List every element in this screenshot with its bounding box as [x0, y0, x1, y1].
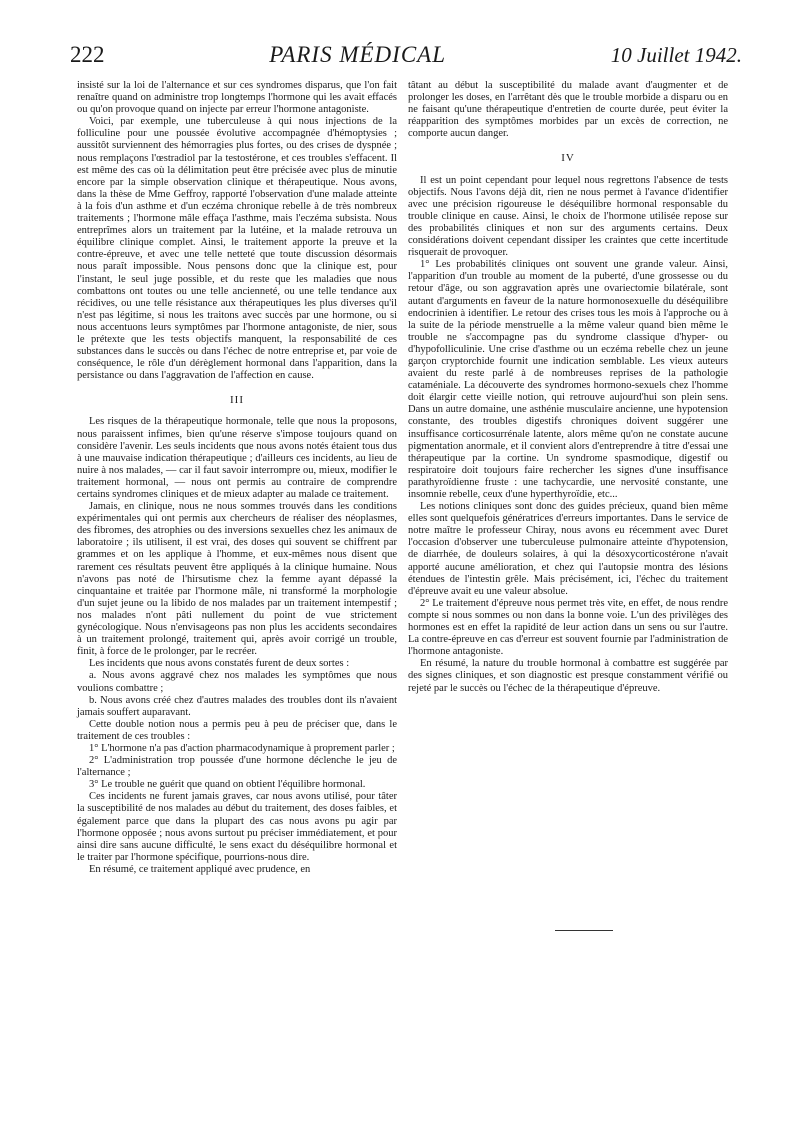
paragraph: Les risques de la thérapeutique hormonale, telle que nous la proposons, nous paraissent infimes, bien qu'une réserve s'impose toujours quand on considère l'avenir. Les seuls incidents que nous avons notés étaient tous dus à une mauvaise indication thérapeutique ; d'ailleurs ces incidents, au lieu de nuire à nos malades, — car il faut savoir interrompre ou, mieux, modifier le traitement hormonal, — nous ont permis au contraire de comprendre certains syndromes cliniques et de mieux adapter au malade ce traitement.	[77, 416, 397, 500]
paragraph: En résumé, ce traitement appliqué avec prudence, en	[89, 863, 311, 875]
end-rule	[555, 930, 613, 931]
paragraph: Les notions cliniques sont donc des guides précieux, quand bien même elles sont quelquefois génératrices d'erreurs importantes. Dans le service de notre maître le professeur Chiray, nous avons eu récemment avec Duret l'occasion d'observer une tuberculeuse pulmonaire atteinte d'hypotension, de diarrhée, de douleurs solaires, à qui la désoxycorticostérone n'avait apporté aucune amélioration, et chez qui l'autopsie montra des lésions étendues de l'intestin grêle. Mais précisément, ici, l'échec du traitement d'épreuve avait eu une valeur absolue.	[408, 501, 728, 597]
paragraph: Cette double notion nous a permis peu à peu de préciser que, dans le traitement de ces troubles :	[77, 718, 397, 742]
paragraph: Les incidents que nous avons constatés furent de deux sortes :	[89, 658, 350, 670]
paragraph: insisté sur la loi de l'alternance et sur ces syndromes disparus, que l'on fait renaître quand on administre trop longtemps l'hormone qui les avait effacés ou qu'on provoque quand on injecte par erreur l'hormone antagoniste.	[77, 80, 397, 116]
paragraph: Voici, par exemple, une tuberculeuse à qui nous injections de la folliculine pour une poussée évolutive accompagnée d'hémoptysies ; aussitôt surviennent des hémorragies plus fortes, ou des crises de dyspnée ; nous remplaçons l'œstradiol par la testostérone, et ces troubles s'effacent. Il est même des cas où la délimitation peut être précisée avec plus de minutie encore par la simple observation clinique et thérapeutique. Nous avons, dans la thèse de Mme Geffroy, rapporté l'observation d'une malade atteinte à la fois d'un asthme et d'un eczéma chronique rebelle à de très nombreux traitements ; l'hormone mâle effaça l'asthme, mais l'eczéma subsista. Nous entreprîmes alors un traitement par la lutéine, et la malade retrouva un équilibre clinique complet. Ainsi, le traitement apporte la preuve et la contre-épreuve, et avec une telle netteté que toute discussion désormais nous paraît impossible. Nous pensons donc que la clinique est, pour l'instant, le seul juge possible, et du reste que les maladies que nous combattons ont toutes ou une telle ancienneté, ou une telle tendance aux récidives, ou une telle résistance aux thérapeutiques les plus diverses qu'il n'est pas légitime, si nous les traitons avec succès par une hormone, ou si nous accentuons leurs symptômes par l'hormone antagoniste, de nier, sous le prétexte que les tests objectifs manquent, la responsabilité de ces substances dans le succès ou dans l'échec de notre entreprise et, par voie de conséquence, le rôle d'un dérèglement hormonal dans l'apparition, dans la persistance ou dans l'aggravation de l'affection en cause.	[77, 116, 397, 382]
list-item: a. Nous avons aggravé chez nos malades les symptômes que nous voulions combattre ;	[77, 670, 397, 694]
list-item: 3° Le trouble ne guérit que quand on obtient l'équilibre hormonal.	[89, 779, 366, 791]
left-column	[77, 80, 397, 876]
page-number: 222	[70, 42, 105, 67]
section-heading: IV	[561, 152, 575, 165]
paragraph: tâtant au début la susceptibilité du malade avant d'augmenter et de prolonger les doses, en l'arrêtant dès que le trouble morbide a disparu ou en ne faisant qu'une thérapeutique d'entretien de courte durée, peut éviter la réapparition des symptômes morbides par un excès de correction, ne comporte aucun danger.	[408, 80, 728, 140]
list-item: 1° Les probabilités cliniques ont souvent une grande valeur. Ainsi, l'apparition d'un trouble au moment de la puberté, d'une grossesse ou du retour d'âge, ou son aggravation après une ovariectomie bilatérale, sont autant d'arguments en faveur de la nature hormonosexuelle du déséquilibre endocrinien à identifier. Le retour des crises tous les mois à l'approche ou à la suite de la période menstruelle a la même valeur quand bien même le trouble ne s'accompagne pas du syndrome classique d'hyper- ou d'hypofolliculinie. Une crise d'asthme ou un eczéma rebelle chez un jeune garçon cryptorchide fournit une indication semblable. Les vieux auteurs avaient du reste parlé à de nombreuses reprises de la pathologie cataméniale. La découverte des syndromes hormono-sexuels chez l'homme doit élargir cette vieille notion, qui retrouve aujourd'hui son plein sens. Dans un autre domaine, une asthénie musculaire ancienne, une hypotension constante, des troubles digestifs chroniques doivent suggérer une insuffisance corticosurrénale latente, alors même qu'on ne constate aucune pigmentation anormale, et il convient alors d'entreprendre à titre d'essai une thérapeutique par la cortine. Un syndrome spasmodique, digestif ou respiratoire doit toujours faire rechercher les signes d'une insuffisance parathyroïdienne fruste : une tachycardie, une nervosité constante, une insomnie rebelle, ceux d'une hyperthyroïdie, etc...	[408, 259, 728, 500]
right-column	[408, 80, 728, 695]
paragraph: Ces incidents ne furent jamais graves, car nous avons utilisé, pour tâter la susceptibilité de nos malades au début du traitement, des doses faibles, et également parce que dans la plupart des cas nous avons pu agir par l'hormone opposée ; nous avons surtout pu préciser immédiatement, et pour ainsi dire sans aucune difficulté, le sens exact du déséquilibre hormonal et le traiter par l'hormone spécifique, pourrions-nous dire.	[77, 791, 397, 863]
list-item: b. Nous avons créé chez d'autres malades des troubles dont ils n'avaient jamais souffert auparavant.	[77, 694, 397, 718]
list-item: 2° L'administration trop poussée d'une hormone déclenche le jeu de l'alternance ;	[77, 755, 397, 779]
list-item: 1° L'hormone n'a pas d'action pharmacodynamique à proprement parler ;	[89, 742, 395, 754]
journal-title: PARIS MÉDICAL	[269, 42, 447, 67]
paragraph: Il est un point cependant pour lequel nous regrettons l'absence de tests objectifs. Nous l'avons déjà dit, rien ne nous permet à l'avance d'identifier avec une précision rigoureuse le déséquilibre hormonal responsable du trouble clinique en cause. Ainsi, le choix de l'hormone utilisée repose sur des probabilités cliniques et non sur des arguments certains. Deux considérations doivent cependant dissiper les craintes que cette incertitude risquerait de provoquer.	[408, 174, 728, 259]
paragraph: En résumé, la nature du trouble hormonal à combattre est suggérée par des signes cliniques, et son diagnostic est presque constamment vérifié ou rejeté par le succès ou l'échec de la thérapeutique d'épreuve.	[408, 658, 728, 694]
issue-date: 10 Juillet 1942.	[610, 43, 742, 67]
page-header	[70, 42, 742, 76]
paragraph: Jamais, en clinique, nous ne nous sommes trouvés dans les conditions expérimentales qui ont permis aux chercheurs de réaliser des néoplasmes, des fibromes, des atrophies ou des inversions sexuelles chez les animaux de laboratoire ; ils utilisent, il est vrai, des doses qui souvent se chiffrent par grammes et on les applique à l'homme, et eux-mêmes nous disent que rarement ces résultats peuvent être appliqués à la clinique humaine. Nous n'avons pas noté de l'hirsutisme chez la femme ayant dépassé la cinquantaine et traitée par l'hormone mâle, ni transformé la morphologie d'un sujet jeune ou la libido de nos malades par un traitement intempestif ; nos malades n'ont pâti nullement du point de vue strictement gynécologique. Nous n'envisageons pas non plus les accidents secondaires à un traitement prolongé, traitement qui, après avoir corrigé un trouble, finit, à force de le prolonger, par le recréer.	[77, 501, 397, 658]
section-heading: III	[230, 394, 244, 407]
list-item: 2° Le traitement d'épreuve nous permet très vite, en effet, de nous rendre compte si nous sommes ou non dans la bonne voie. L'un des privilèges des hormones est en effet la rapidité de leur action dans un sens ou sur l'autre. La contre-épreuve en cas d'erreur est souvent fournie par l'administration de l'hormone antagoniste.	[408, 597, 728, 658]
